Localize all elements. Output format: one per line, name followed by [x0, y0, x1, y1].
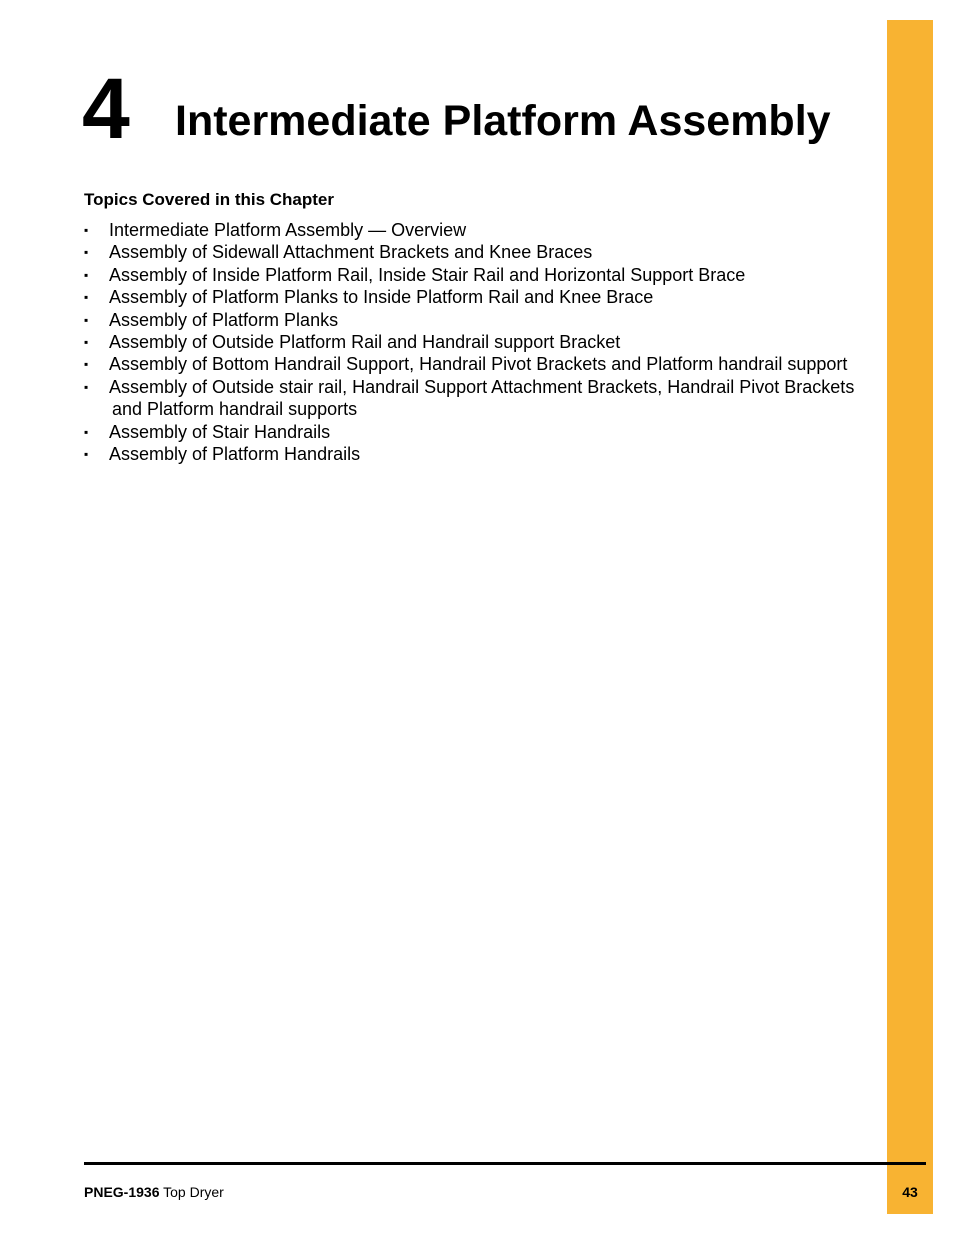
chapter-title: Intermediate Platform Assembly — [175, 97, 831, 145]
topic-text: Assembly of Platform Planks to Inside Platform Rail and Knee Brace — [109, 287, 654, 308]
footer-divider — [84, 1162, 926, 1165]
chapter-number: 4 — [82, 61, 130, 157]
topic-item — [84, 331, 884, 353]
topic-item — [84, 264, 884, 286]
bullet-icon: ▪ — [84, 312, 89, 327]
topic-text: Assembly of Platform Planks — [109, 309, 339, 330]
topic-item — [84, 376, 884, 421]
topic-item — [84, 353, 884, 375]
bullet-icon: ▪ — [84, 335, 89, 350]
topic-text: Assembly of Stair Handrails — [109, 421, 331, 442]
topic-item — [84, 286, 884, 308]
bullet-icon: ▪ — [84, 245, 89, 260]
topic-item — [84, 241, 884, 263]
topic-item — [84, 421, 884, 443]
bullet-icon: ▪ — [84, 357, 89, 372]
footer-document-label — [84, 1183, 224, 1201]
bullet-icon: ▪ — [84, 267, 89, 282]
topic-text: Assembly of Outside Platform Rail and Handrail support Bracket — [109, 332, 621, 353]
topic-text: Assembly of Outside stair rail, Handrail Support Attachment Brackets, Handrail Pivot Brackets — [109, 376, 855, 397]
topic-text: Assembly of Platform Handrails — [109, 444, 361, 465]
topic-item — [84, 219, 884, 241]
bullet-icon: ▪ — [84, 379, 89, 394]
chapter-side-tab — [887, 20, 933, 1214]
topics-heading: Topics Covered in this Chapter — [84, 190, 335, 209]
bullet-icon: ▪ — [84, 290, 89, 305]
topic-text-continuation: and Platform handrail supports — [112, 399, 358, 420]
document-name: Top Dryer — [163, 1184, 224, 1200]
topic-text: Intermediate Platform Assembly — Overview — [109, 220, 467, 240]
bullet-icon: ▪ — [84, 424, 89, 439]
document-code: PNEG-1936 — [84, 1184, 160, 1200]
topic-text: Assembly of Sidewall Attachment Brackets and Knee Braces — [109, 242, 593, 263]
topic-item — [84, 309, 884, 331]
bullet-icon: ▪ — [84, 223, 89, 237]
topic-text: Assembly of Bottom Handrail Support, Handrail Pivot Brackets and Platform handrail support — [109, 354, 848, 375]
topic-item — [84, 443, 884, 465]
topics-list — [84, 219, 884, 465]
bullet-icon: ▪ — [84, 447, 89, 462]
topic-text: Assembly of Inside Platform Rail, Inside Stair Rail and Horizontal Support Brace — [109, 264, 746, 285]
page-number: 43 — [902, 1184, 918, 1200]
